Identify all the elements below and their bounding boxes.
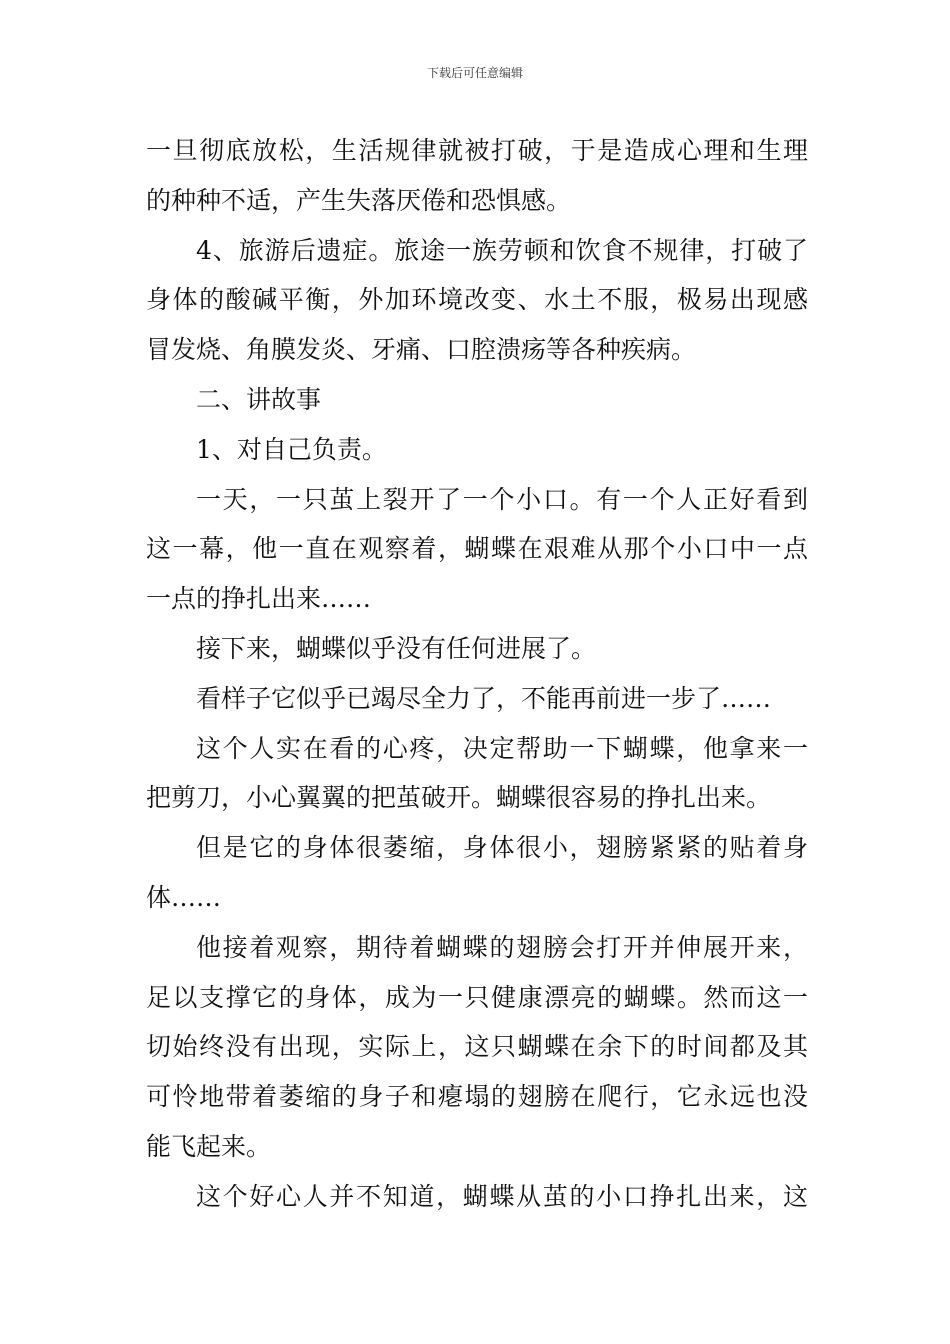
- text-line: 这个好心人并不知道，蝴蝶从茧的小口挣扎出来，这: [196, 1181, 808, 1211]
- text-line: 这个人实在看的心疼，决定帮助一下蝴蝶，他拿来一: [196, 733, 808, 763]
- page-header-note: 下载后可任意编辑: [426, 66, 523, 80]
- text-line: 可怜地带着萎缩的身子和瘪塌的翅膀在爬行，它永远也没: [146, 1082, 808, 1112]
- text-line: 一天，一只茧上裂开了一个小口。有一个人正好看到: [196, 484, 808, 514]
- text-line: 切始终没有出现，实际上，这只蝴蝶在余下的时间都及其: [146, 1032, 808, 1062]
- text-line: 二、讲故事: [196, 384, 322, 414]
- text-line: 冒发烧、角膜发炎、牙痛、口腔溃疡等各种疾病。: [146, 335, 697, 365]
- document-body: [146, 126, 808, 1222]
- text-line: 但是它的身体很萎缩，身体很小，翅膀紧紧的贴着身: [196, 833, 808, 863]
- text-line: 体……: [146, 882, 222, 912]
- text-line: 1、对自己负责。: [196, 434, 387, 464]
- text-line: 的种种不适，产生失落厌倦和恐惧感。: [146, 185, 572, 215]
- text-line: 身体的酸碱平衡，外加环境改变、水土不服，极易出现感: [146, 285, 808, 315]
- text-line: 看样子它似乎已竭尽全力了，不能再前进一步了……: [196, 683, 772, 713]
- text-line: 他接着观察，期待着蝴蝶的翅膀会打开并伸展开来，: [196, 932, 808, 962]
- text-line: 接下来，蝴蝶似乎没有任何进展了。: [196, 633, 597, 663]
- text-line: 这一幕，他一直在观察着，蝴蝶在艰难从那个小口中一点: [146, 534, 808, 564]
- text-line: 4、旅游后遗症。旅途一族劳顿和饮食不规律，打破了: [196, 235, 808, 265]
- text-line: 一旦彻底放松，生活规律就被打破，于是造成心理和生理: [146, 136, 808, 165]
- text-line: 一点的挣扎出来……: [146, 584, 372, 614]
- text-line: 把剪刀，小心翼翼的把茧破开。蝴蝶很容易的挣扎出来。: [146, 783, 772, 813]
- text-line: 能飞起来。: [146, 1131, 272, 1161]
- text-line: 足以支撑它的身体，成为一只健康漂亮的蝴蝶。然而这一: [146, 982, 808, 1012]
